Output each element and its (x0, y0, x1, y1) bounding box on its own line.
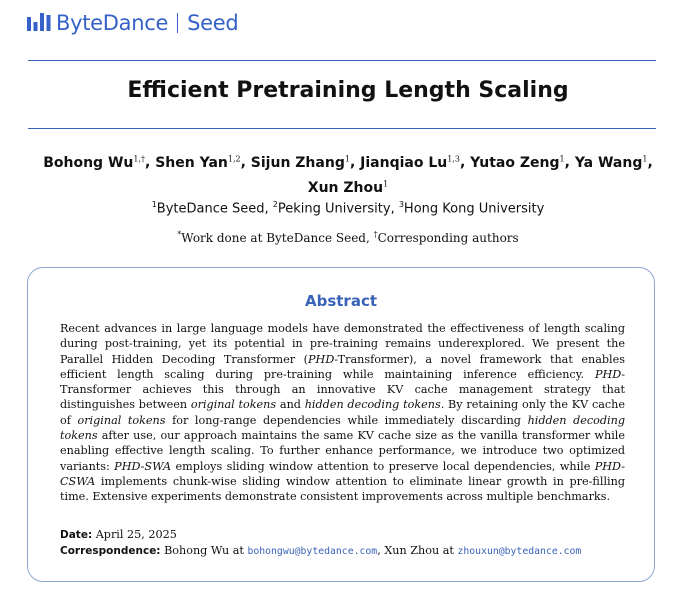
title-rule (28, 128, 656, 129)
abstract-box (27, 267, 655, 582)
author-list: Bohong $Wu^{1,\dagger}$, Shen Yan$^{1,2}$, Sijun Zhang$^1$, Jianqiao Lu$^{1,3}$, Yutao Zeng$^1$, Ya Wang$^1$, Xun Zhou$^1$ (43, 154, 653, 197)
author: Ya Wang$^1$ (574, 154, 648, 171)
abstract-text: Recent advances in large language models have demonstrated the effectiveness of length scaling during post-training, yet its potential in pre-training remains underexplored. We present the Parallel Hidden Decoding Transformer (PHD-Transformer), a novel framework that enables efficient length scaling during pre-training while maintaining inference efficiency. PHD-Transformer achieves this through an innovative KV cache management strategy that distinguishes between original tokens and hidden decoding tokens. By retaining only the KV cache of original tokens for long-range dependencies while immediately discarding hidden decoding tokens after use, our approach maintains the same KV cache size as the vanilla transformer while enabling effective length scaling. To further enhance performance, we introduce two optimized variants: PHD-SWA employs sliding window attention to preserve local dependencies, while PHD-CSWA implements chunk-wise sliding window attention to eliminate linear growth in pre-filling time. Extensive experiments demonstrate consistent improvements across multiple benchmarks. (60, 322, 625, 504)
author: Sijun Zhang$^1$ (250, 154, 350, 171)
date-line: Date: April 25, 2025 (60, 528, 177, 541)
brand-logo (27, 11, 238, 35)
affiliation: Peking University (277, 201, 391, 217)
email-link-bohongwu[interactable]: bohongwu@bytedance.com (247, 546, 378, 557)
brand-name: ByteDance (56, 11, 169, 35)
affiliation: ByteDance Seed (156, 201, 265, 217)
top-rule (28, 60, 656, 61)
abstract-heading: Abstract (304, 292, 378, 310)
author: Xun Zhou$^1$ (307, 179, 389, 197)
email-link-zhouxun[interactable]: zhouxun@bytedance.com (457, 546, 582, 557)
author: Yutao Zeng$^1$ (470, 154, 565, 171)
author: Bohong $Wu^{1,\dagger}$ (43, 154, 145, 171)
brand-sub: Seed (187, 11, 239, 35)
date-value: April 25, 2025 (95, 528, 177, 541)
paper-title: Efficient Pretraining Length Scaling (127, 78, 569, 103)
correspondence-line: Correspondence: Bohong Wu at bohongwu@bytedance.com, Xun Zhou at zhouxun@bytedance.com (60, 544, 582, 557)
bytedance-bars-icon (27, 12, 51, 34)
affiliations: $^1$ByteDance Seed, $^2$Peking University, $^3$Hong Kong University (151, 200, 545, 217)
author: Shen Yan$^{1,2}$ (155, 154, 241, 171)
affiliation: Hong Kong University (403, 201, 545, 217)
brand-divider (177, 13, 178, 33)
author: Jianqiao Lu$^{1,3}$ (360, 154, 460, 171)
author-note: *Work done at ByteDance Seed, †Corresponding authors (177, 230, 519, 245)
